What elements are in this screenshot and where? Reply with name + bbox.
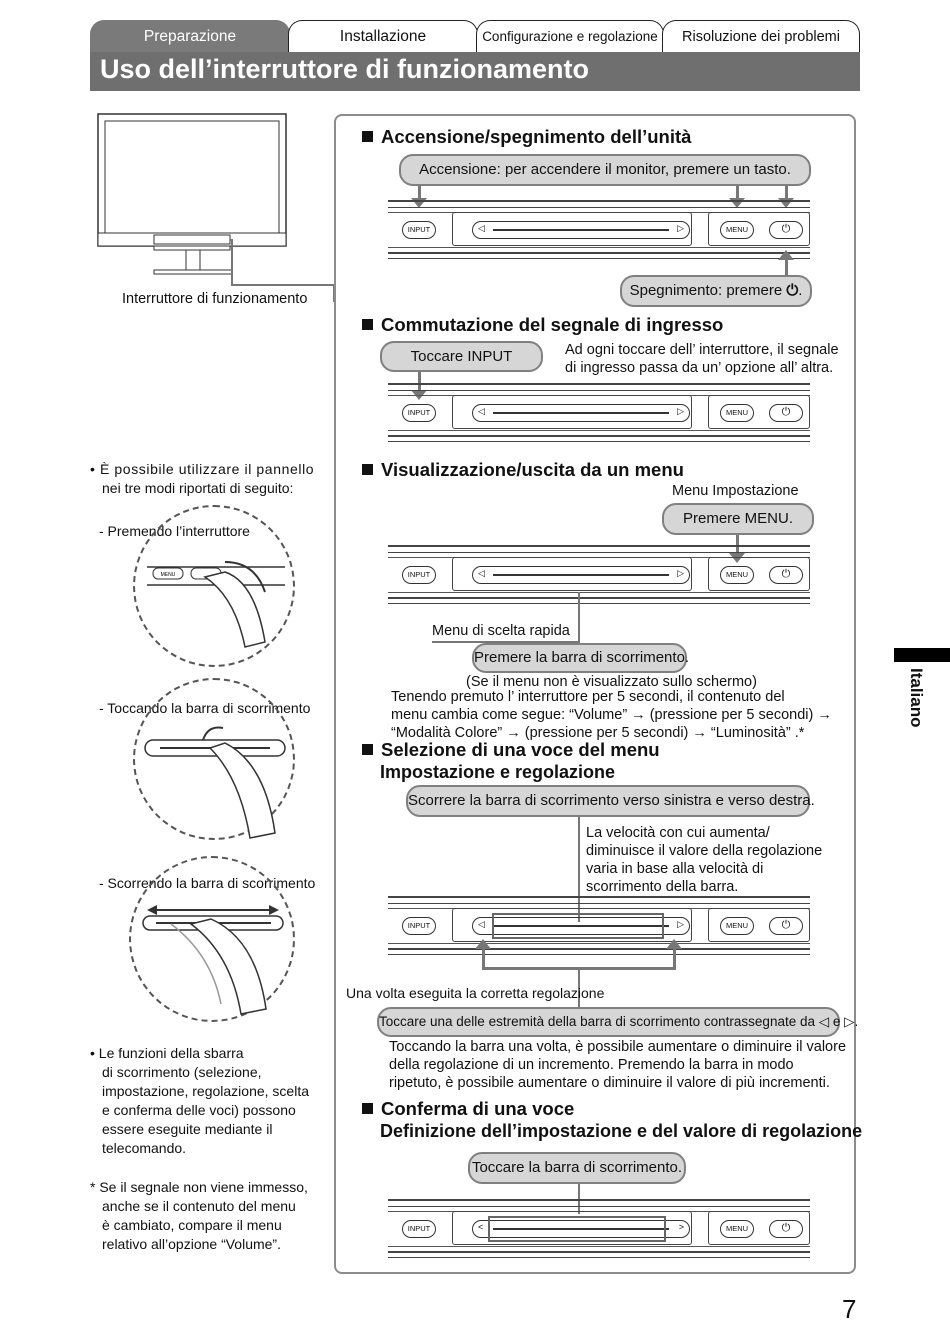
section3-heading: Visualizzazione/uscita da un menu bbox=[362, 459, 684, 481]
section4-heading: Selezione di una voce del menu bbox=[362, 739, 660, 761]
input-button[interactable]: INPUT bbox=[402, 404, 436, 422]
section1-heading: Accensione/spegnimento dell’unità bbox=[362, 126, 691, 148]
touch-text-3: ripetuto, è possibile aumentare o diminuire il valore di più incrementi. bbox=[389, 1075, 830, 1091]
speed-text-1: La velocità con cui aumenta/ bbox=[586, 825, 770, 841]
slider-bar[interactable]: ◁ ▷ bbox=[472, 221, 690, 239]
touch-illustration bbox=[133, 678, 295, 840]
quick-menu-label: Menu di scelta rapida bbox=[432, 623, 570, 639]
power-button[interactable]: ⏻ bbox=[769, 221, 803, 239]
side-bullet-2-line6: telecomando. bbox=[102, 1140, 187, 1156]
language-label: Italiano bbox=[907, 668, 926, 728]
touch-text-1: Toccando la barra una volta, è possibile aumentare o diminuire il valore bbox=[389, 1039, 847, 1055]
side-bullet-2-line3: impostazione, regolazione, scelta bbox=[102, 1083, 310, 1099]
method-slide: - Scorrendo la barra di scorrimento bbox=[99, 875, 316, 891]
menu-impostazione-label: Menu Impostazione bbox=[672, 483, 799, 499]
after-adjust-label: Una volta eseguita la corretta regolazione bbox=[346, 985, 605, 1001]
side-bullet-1-line2: nei tre modi riportati di seguito: bbox=[102, 480, 294, 496]
press-illustration bbox=[133, 505, 295, 667]
method-press: - Premendo l’interruttore bbox=[99, 523, 250, 539]
slider-bar[interactable]: < > bbox=[472, 1220, 690, 1238]
side-bullet-2-line1: • Le funzioni della sbarra bbox=[90, 1045, 244, 1061]
side-bullet-2-line5: essere eseguite mediante il bbox=[102, 1121, 273, 1137]
section5-subheading: Definizione dell’impostazione e del valore di regolazione bbox=[380, 1121, 863, 1141]
input-button[interactable]: INPUT bbox=[402, 221, 436, 239]
footnote-line2: anche se il contenuto del menu bbox=[102, 1198, 296, 1214]
footnote-line4: relativo all’opzione “Volume”. bbox=[102, 1236, 281, 1252]
power-button[interactable]: ⏻ bbox=[769, 1220, 803, 1238]
power-button[interactable]: ⏻ bbox=[769, 917, 803, 935]
menu-button[interactable]: MENU bbox=[720, 221, 754, 239]
speed-text-3: varia in base alla velocità di bbox=[586, 861, 764, 877]
power-icon: ⏻ bbox=[786, 282, 799, 299]
menu-button[interactable]: MENU bbox=[720, 917, 754, 935]
menu-note: (Se il menu non è visualizzato sullo schermo) bbox=[466, 674, 757, 690]
tab-installazione[interactable]: Installazione bbox=[288, 20, 478, 52]
slide-illustration bbox=[129, 856, 295, 1022]
menu-button[interactable]: MENU bbox=[720, 1220, 754, 1238]
control-panel-2 bbox=[388, 383, 810, 447]
toccare-barra-bubble: Toccare la barra di scorrimento. bbox=[468, 1152, 686, 1184]
power-button[interactable]: ⏻ bbox=[769, 404, 803, 422]
toccare-input-bubble: Toccare INPUT bbox=[380, 341, 543, 372]
power-on-bubble: Accensione: per accendere il monitor, premere un tasto. bbox=[399, 154, 811, 186]
long-press-1: Tenendo premuto l’ interruttore per 5 secondi, il contenuto del bbox=[391, 689, 785, 705]
long-press-3: “Modalità Colore” → (pressione per 5 secondi) → “Luminosità” .* bbox=[391, 725, 805, 741]
tab-preparazione[interactable]: Preparazione bbox=[90, 20, 290, 52]
speed-text-4: scorrimento della barra. bbox=[586, 879, 739, 895]
footnote-line3: è cambiato, compare il menu bbox=[102, 1217, 282, 1233]
page-title: Uso dell’interruttore di funzionamento bbox=[100, 54, 590, 84]
section4-subheading: Impostazione e regolazione bbox=[380, 762, 616, 782]
power-button[interactable]: ⏻ bbox=[769, 566, 803, 584]
premere-barra-bubble: Premere la barra di scorrimento. bbox=[472, 643, 687, 673]
svg-text:MENU: MENU bbox=[160, 572, 176, 578]
input-button[interactable]: INPUT bbox=[402, 566, 436, 584]
tab-configurazione[interactable]: Configurazione e regolazione bbox=[476, 20, 664, 52]
speed-text-2: diminuisce il valore della regolazione bbox=[586, 843, 823, 859]
input-button[interactable]: INPUT bbox=[402, 1220, 436, 1238]
slider-bar[interactable]: ◁ ▷ bbox=[472, 917, 690, 935]
control-panel-1 bbox=[388, 200, 810, 264]
menu-button[interactable]: MENU bbox=[720, 566, 754, 584]
language-marker bbox=[894, 648, 950, 662]
input-text-2: di ingresso passa da un’ opzione all’ altra. bbox=[565, 360, 834, 376]
touch-text-2: della regolazione di un incremento. Premendo la barra in modo bbox=[389, 1057, 794, 1073]
section2-heading: Commutazione del segnale di ingresso bbox=[362, 314, 723, 336]
slider-bar[interactable]: ◁ ▷ bbox=[472, 404, 690, 422]
scorrere-bubble: Scorrere la barra di scorrimento verso sinistra e verso destra. bbox=[406, 785, 810, 817]
tab-risoluzione[interactable]: Risoluzione dei problemi bbox=[662, 20, 860, 52]
input-text-1: Ad ogni toccare dell’ interruttore, il segnale bbox=[565, 342, 839, 358]
monitor-illustration bbox=[96, 112, 336, 302]
long-press-2: menu cambia come segue: “Volume” → (pressione per 5 secondi) → bbox=[391, 707, 832, 723]
page-number: 7 bbox=[842, 1294, 857, 1324]
control-panel-4 bbox=[388, 896, 810, 960]
monitor-caption: Interruttore di funzionamento bbox=[122, 291, 308, 307]
slider-bar[interactable]: ◁ ▷ bbox=[472, 566, 690, 584]
control-panel-3 bbox=[388, 545, 810, 609]
side-bullet-1-line1: • È possibile utilizzare il pannello bbox=[90, 461, 315, 477]
footnote-line1: * Se il segnale non viene immesso, bbox=[90, 1179, 308, 1195]
toccare-estremita-bubble: Toccare una delle estremità della barra di scorrimento contrassegnate da ◁ e ▷. bbox=[377, 1007, 840, 1037]
power-off-bubble: Spegnimento: premere ⏻. bbox=[620, 275, 812, 307]
premere-menu-bubble: Premere MENU. bbox=[662, 503, 814, 535]
menu-button[interactable]: MENU bbox=[720, 404, 754, 422]
method-touch: - Toccando la barra di scorrimento bbox=[99, 700, 311, 716]
side-bullet-2-line4: e conferma delle voci) possono bbox=[102, 1102, 296, 1118]
title-bar bbox=[90, 52, 860, 91]
section5-heading: Conferma di una voce bbox=[362, 1098, 574, 1120]
control-panel-5 bbox=[388, 1199, 810, 1263]
input-button[interactable]: INPUT bbox=[402, 917, 436, 935]
side-bullet-2-line2: di scorrimento (selezione, bbox=[102, 1064, 262, 1080]
